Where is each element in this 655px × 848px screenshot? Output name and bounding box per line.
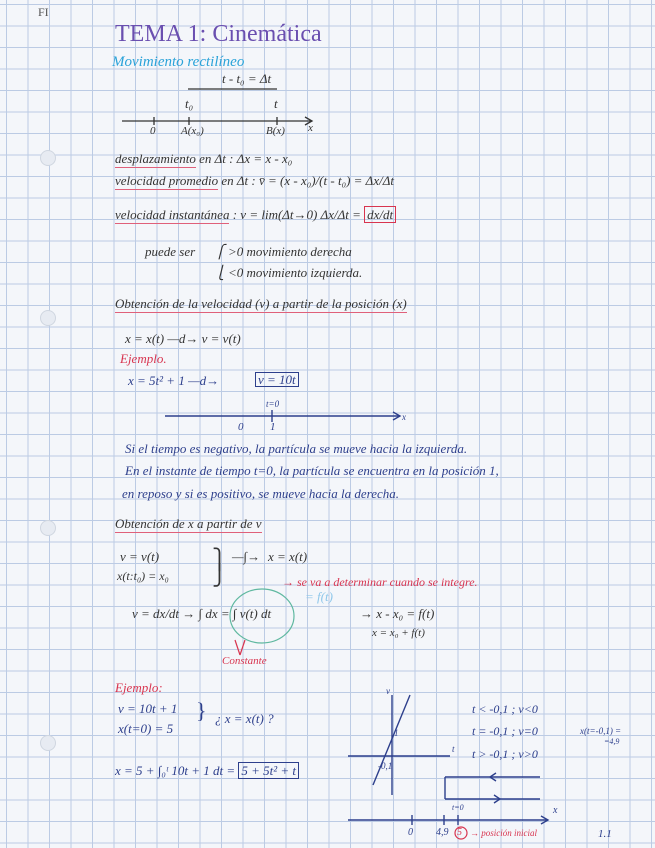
subtitle: Movimiento rectilíneo — [112, 54, 245, 70]
corner-label: FI — [38, 5, 49, 19]
positive-case: ⎧ >0 movimiento derecha — [215, 244, 352, 259]
x-value-result: =4,9 — [604, 737, 620, 746]
axis-zero-label: 0 — [238, 421, 244, 433]
axis-one-label: 1 — [270, 421, 276, 433]
displacement-eq: en Δt : Δx = x - x₀ — [199, 151, 293, 166]
section-heading-velocity: Obtención de la velocidad (v) a partir de la posición (x) — [115, 296, 407, 311]
brace-bottom: ⎭ — [212, 565, 227, 587]
integration-result: → x - x₀ = f(t) — [360, 606, 435, 621]
axis-x-label: x — [402, 412, 406, 422]
explanation-line: en reposo y si es positivo, se mueve hacia la derecha. — [122, 486, 400, 501]
integration-result: x = x₀ + f(t) — [372, 627, 425, 639]
t-label: t — [274, 96, 278, 111]
graph-t-label: t — [452, 744, 455, 754]
x-value-label: x(t=-0,1) = — [580, 726, 622, 736]
integral-arrow: —∫→ — [232, 549, 261, 564]
example2-solution: x = 5 + ∫₀ᵗ 10t + 1 dt = — [115, 763, 239, 778]
point-b-label: B(x) — [266, 125, 285, 137]
example2-initial: x(t=0) = 5 — [118, 721, 174, 736]
t0-marker: t=0 — [452, 803, 464, 812]
avg-velocity-eq: en Δt : v̄ = (x - x₀)/(t - t₀) = Δx/Δt — [221, 173, 394, 188]
example2-question: ¿ x = x(t) ? — [215, 711, 274, 726]
constant-label: Constante — [222, 655, 267, 667]
bottom-zero-label: 0 — [408, 827, 413, 838]
axis-x-label: x — [308, 122, 313, 134]
interval-label: t - t₀ = Δt — [222, 71, 272, 86]
given-initial: x(t:t₀) = x₀ — [117, 569, 169, 583]
derivative-box: dx/dt — [364, 206, 396, 223]
graph-neg-label: -0,1 — [378, 761, 393, 771]
origin-label: 0 — [150, 125, 156, 137]
initial-position-value: 5 — [457, 827, 462, 838]
given-velocity: v = v(t) — [120, 549, 160, 564]
section-heading-position: Obtención de x a partir de v — [115, 516, 262, 531]
brace-top: ⎫ — [212, 549, 227, 571]
graph-one-label: 1 — [394, 728, 399, 738]
case-line: t = -0,1 ; v=0 — [472, 724, 538, 738]
displacement-term: desplazamiento — [115, 151, 196, 166]
explanation-line: En el instante de tiempo t=0, la partícula se encuentra en la posición 1, — [125, 463, 499, 478]
example2-brace: } — [196, 698, 207, 723]
example2-velocity: v = 10t + 1 — [118, 701, 178, 716]
integral-expression: v = dx/dt → ∫ dx = ∫ v(t) dt — [132, 606, 272, 621]
example-result-box: v = 10t — [255, 372, 299, 387]
position-result: x = x(t) — [268, 549, 308, 564]
bottom-49-label: 4,9 — [436, 827, 449, 838]
t0-label: t₀ — [185, 96, 194, 111]
ft-annotation: = f(t) — [305, 589, 333, 604]
inst-velocity-eq: v = lim(Δt→0) Δx/Δt = — [240, 207, 361, 222]
example2-label: Ejemplo: — [115, 680, 163, 695]
case-line: t > -0,1 ; v>0 — [472, 747, 538, 761]
point-a-label: A(x₀) — [181, 125, 204, 137]
example2-solution-box: 5 + 5t² + t — [238, 762, 299, 779]
explanation-line: Si el tiempo es negativo, la partícula se mueve hacia la izquierda. — [125, 441, 468, 456]
graph-v-label: v — [386, 686, 390, 696]
inst-velocity-term: velocidad instantánea — [115, 207, 230, 222]
can-be-label: puede ser — [145, 244, 196, 259]
page-number: 1.1 — [598, 828, 612, 840]
avg-velocity-term: velocidad promedio — [115, 173, 219, 188]
page-title: TEMA 1: Cinemática — [115, 21, 322, 47]
example-label: Ejemplo. — [120, 351, 167, 366]
case-line: t < -0,1 ; v<0 — [472, 702, 538, 716]
derivative-relation: x = x(t) —d→ v = v(t) — [125, 331, 241, 346]
integration-note: → se va a determinar cuando se integre. — [282, 575, 478, 589]
example-equation: x = 5t² + 1 —d→ — [128, 373, 220, 388]
bottom-x-label: x — [553, 805, 558, 816]
negative-case: ⎩ <0 movimiento izquierda. — [215, 265, 363, 280]
initial-position-label: → posición inicial — [470, 828, 537, 838]
axis-t0-label: t=0 — [266, 399, 280, 409]
